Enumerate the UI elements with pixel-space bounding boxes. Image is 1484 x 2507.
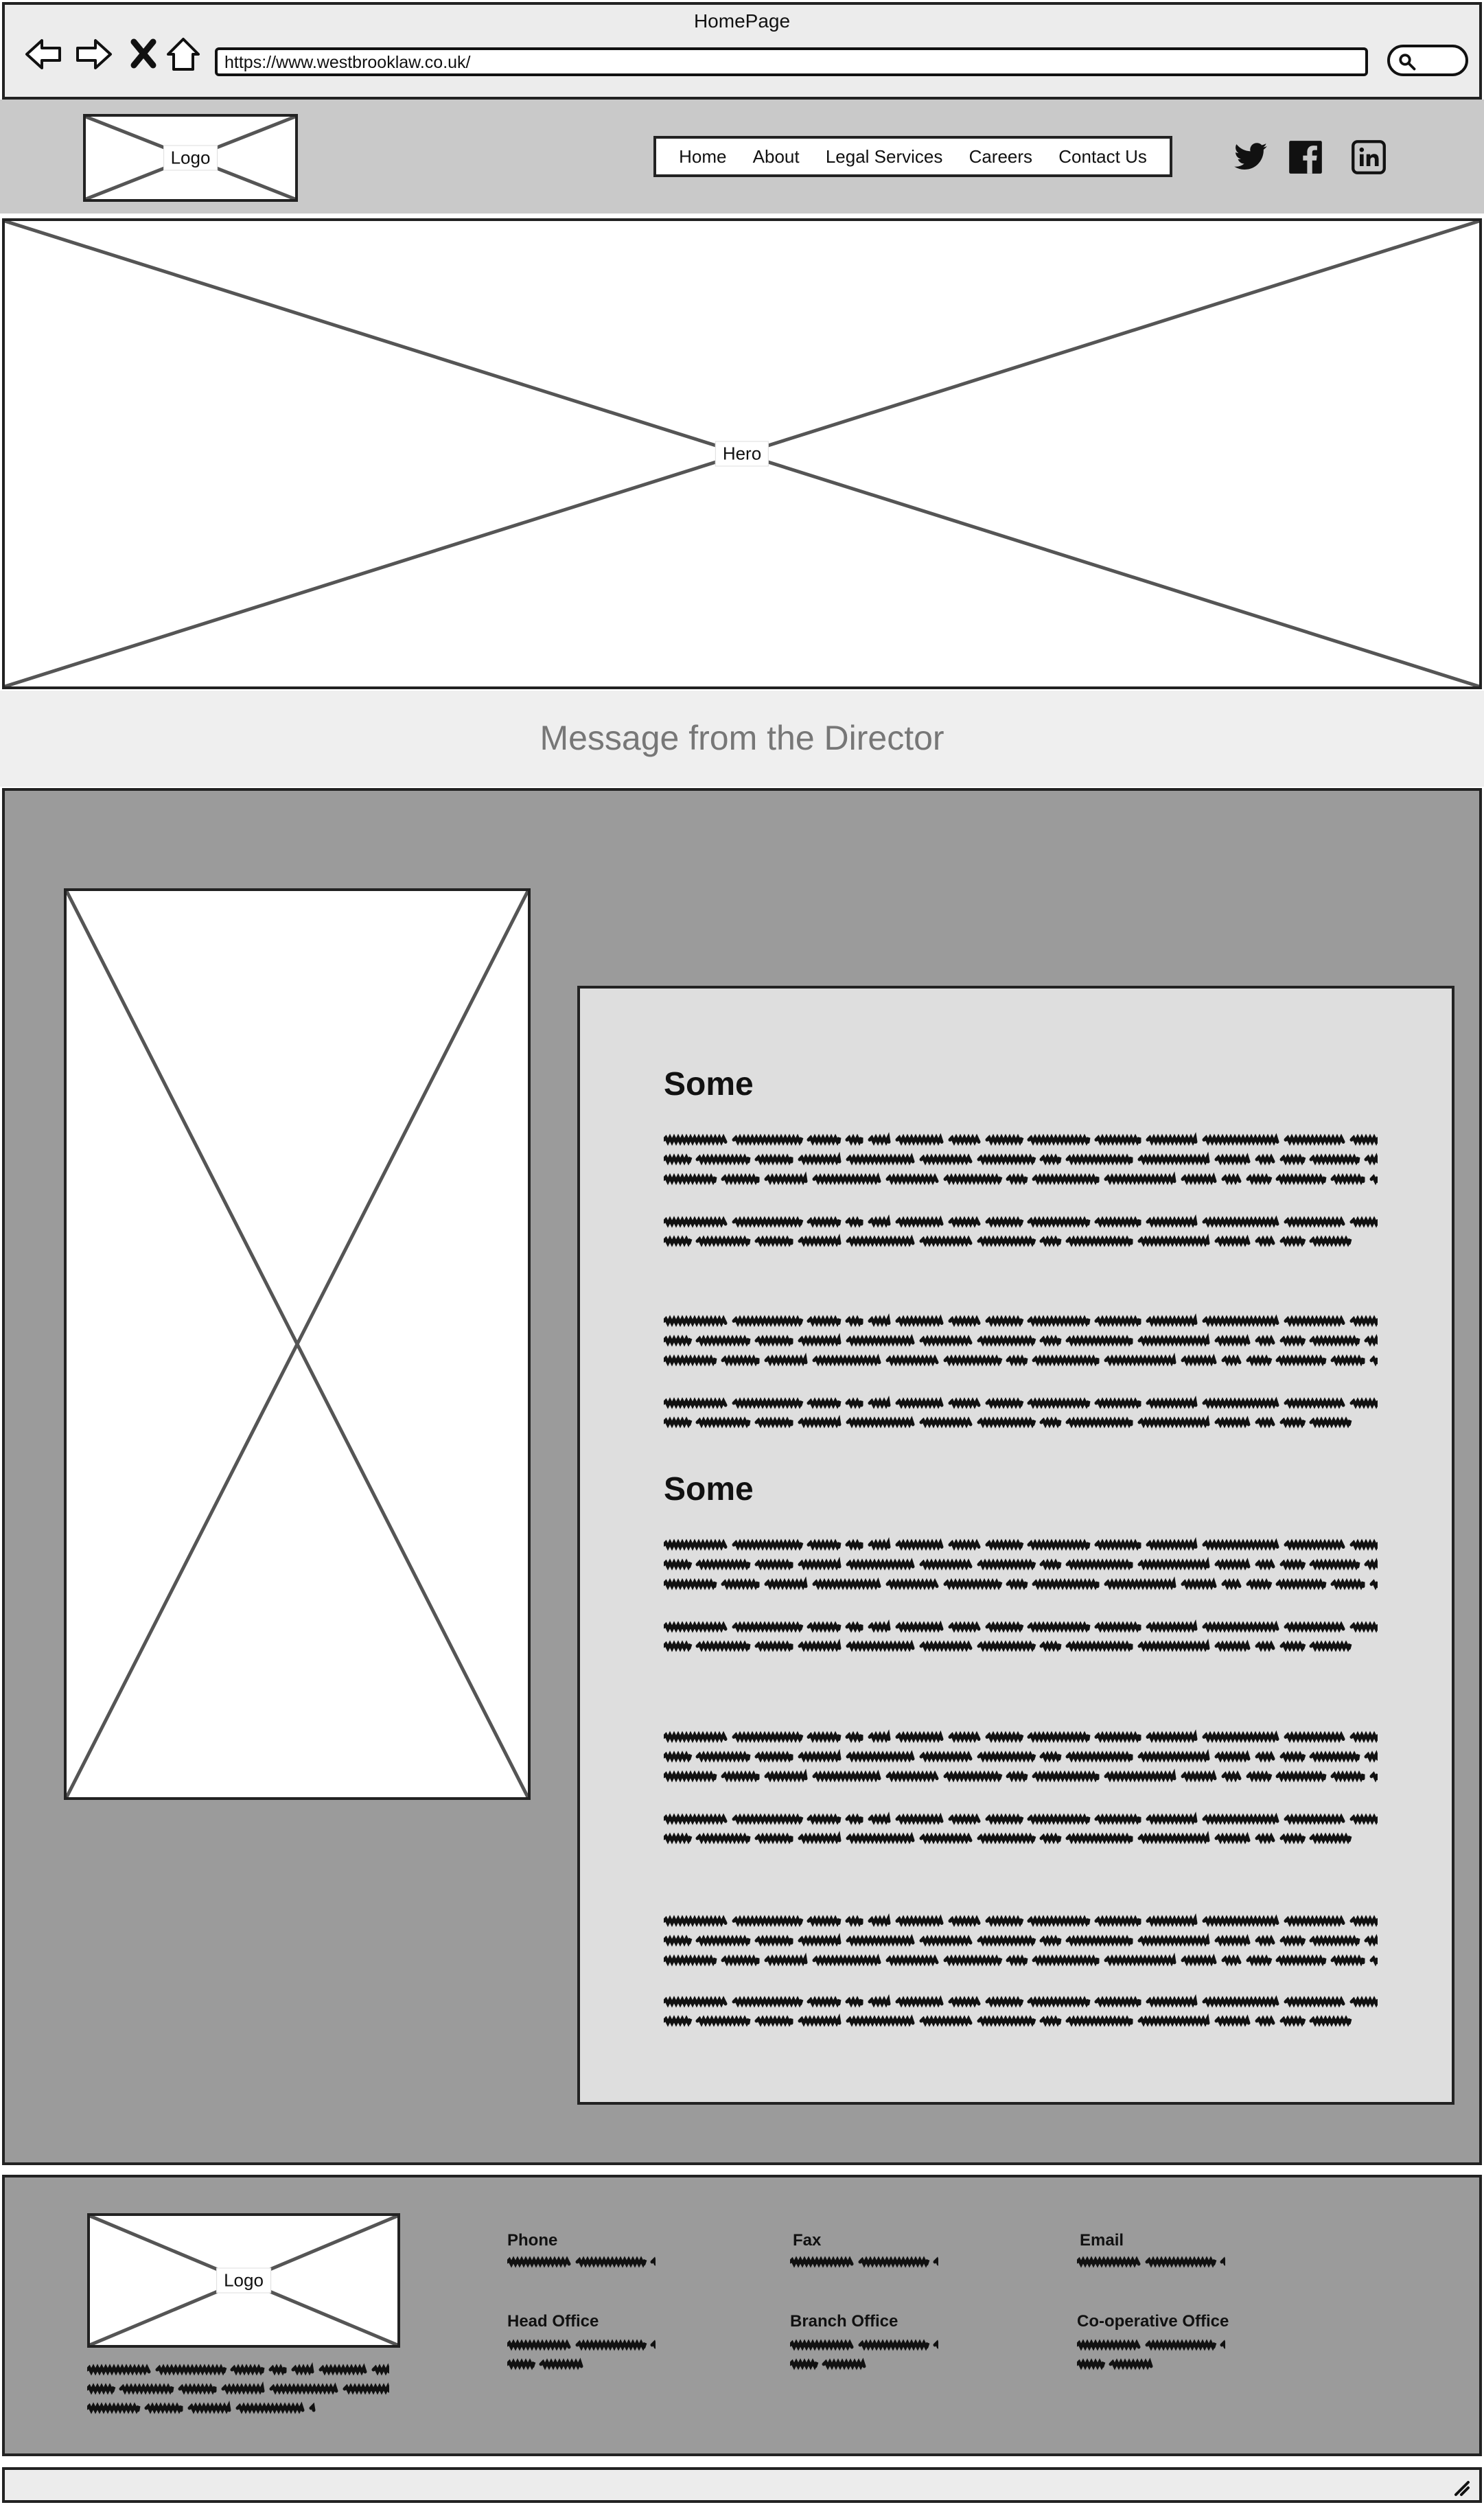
window-title: HomePage — [693, 10, 791, 32]
message-panel — [577, 986, 1454, 2105]
director-band — [0, 691, 1484, 787]
nav-legal-services[interactable]: Legal Services — [825, 146, 943, 167]
paragraph-placeholder — [664, 1130, 1378, 1189]
footer-email-value — [1077, 2254, 1225, 2269]
paragraph-placeholder — [664, 1212, 1378, 1251]
main-content — [2, 788, 1482, 2165]
paragraph-placeholder — [664, 1810, 1378, 1848]
footer-branch-office-label: Branch Office — [790, 2312, 898, 2331]
paragraph-placeholder — [664, 1911, 1378, 1970]
browser-search-box[interactable] — [1387, 45, 1468, 76]
url-bar[interactable]: https://www.westbrooklaw.co.uk/ — [215, 47, 1368, 76]
facebook-icon[interactable] — [1288, 139, 1323, 175]
browser-window — [2, 2, 1482, 100]
paragraph-placeholder — [664, 1617, 1378, 1656]
home-icon[interactable] — [163, 34, 204, 75]
site-footer — [2, 2175, 1482, 2456]
twitter-icon[interactable] — [1233, 139, 1268, 175]
paragraph-placeholder — [664, 1311, 1378, 1370]
footer-head-office-address — [507, 2335, 656, 2374]
director-photo — [64, 888, 531, 1800]
section-heading: Some — [664, 1471, 754, 1507]
section-heading: Some — [664, 1066, 754, 1102]
footer-email-label: Email — [1080, 2231, 1124, 2250]
footer-head-office-label: Head Office — [507, 2312, 599, 2331]
bottom-bar — [2, 2467, 1482, 2503]
paragraph-placeholder — [664, 1727, 1378, 1786]
footer-logo[interactable] — [87, 2213, 400, 2348]
footer-fax-label: Fax — [793, 2231, 822, 2250]
nav-about[interactable]: About — [752, 146, 800, 167]
paragraph-placeholder — [664, 1535, 1378, 1594]
footer-cooperative-office-label: Co-operative Office — [1077, 2312, 1229, 2331]
linkedin-icon[interactable] — [1351, 139, 1387, 175]
footer-logo-label: Logo — [216, 2268, 271, 2294]
hero-image — [2, 218, 1482, 689]
site-header — [0, 100, 1484, 213]
main-navigation — [653, 136, 1172, 177]
footer-phone-label: Phone — [507, 2231, 558, 2250]
nav-careers[interactable]: Careers — [969, 146, 1033, 167]
resize-grip-icon[interactable] — [1450, 2477, 1471, 2497]
paragraph-placeholder — [664, 1394, 1378, 1432]
nav-home[interactable]: Home — [679, 146, 727, 167]
director-heading: Message from the Director — [540, 719, 944, 757]
hero-label: Hero — [715, 441, 769, 467]
footer-fax-value — [790, 2254, 938, 2269]
back-arrow-icon[interactable] — [23, 34, 64, 75]
header-logo-label: Logo — [163, 146, 218, 171]
forward-arrow-icon[interactable] — [73, 34, 115, 75]
search-icon — [1397, 51, 1417, 72]
footer-cooperative-office-address — [1077, 2335, 1225, 2374]
close-icon[interactable] — [123, 34, 164, 75]
paragraph-placeholder — [664, 1992, 1378, 2031]
footer-blurb-placeholder — [87, 2360, 389, 2418]
footer-phone-value — [507, 2254, 656, 2269]
nav-contact-us[interactable]: Contact Us — [1058, 146, 1147, 167]
footer-branch-office-address — [790, 2335, 938, 2374]
header-logo[interactable] — [83, 114, 298, 202]
